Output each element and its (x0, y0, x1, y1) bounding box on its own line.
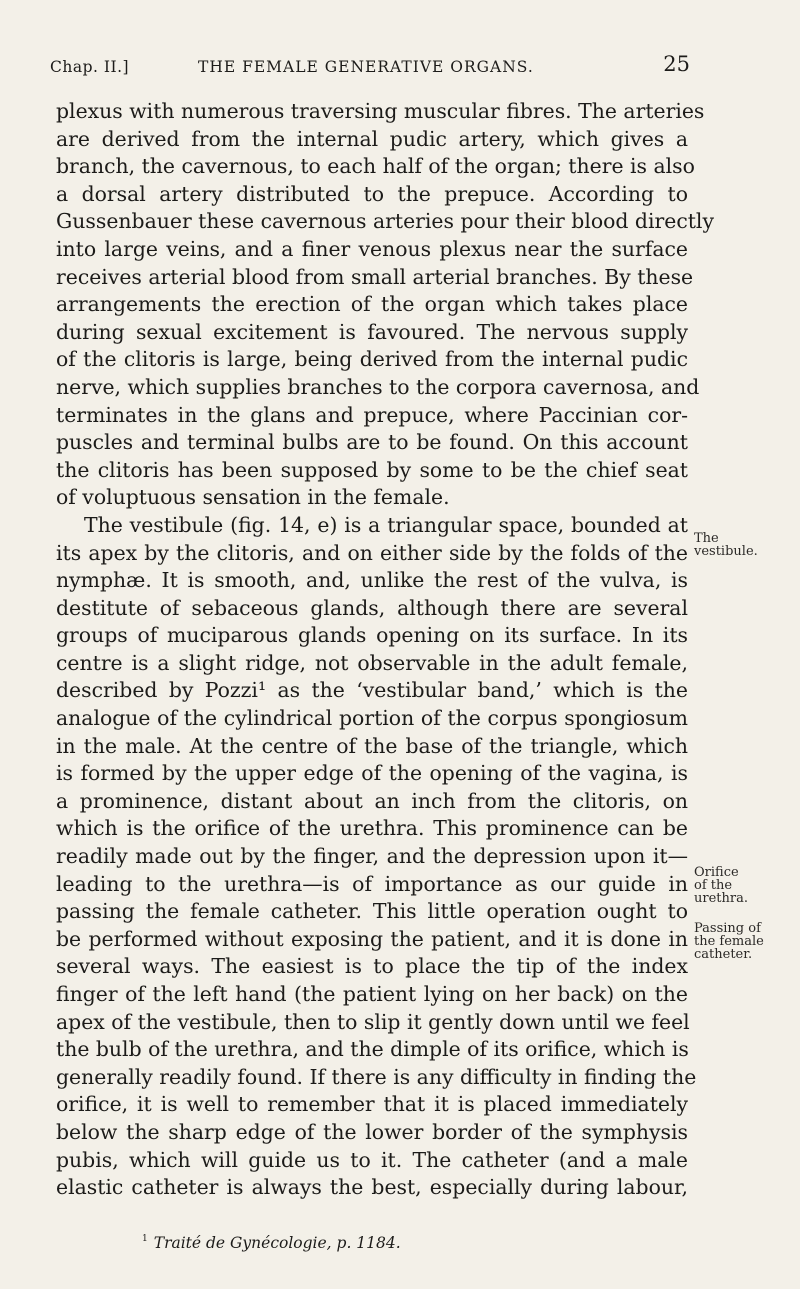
text-line: finger of the left hand (the patient lying on her back) on the (56, 982, 688, 1006)
text-line: several ways. The easiest is to place the tip of the index (56, 954, 688, 979)
running-header (50, 52, 690, 82)
text-line: in the male. At the centre of the base of the triangle, which (56, 733, 688, 758)
text-line: the clitoris has been supposed by some to be the chief seat (56, 457, 688, 482)
margin-note-line: the female (694, 934, 764, 949)
margin-note-line: Orifice (694, 865, 739, 880)
text-line: of voluptuous sensation in the female. (56, 485, 450, 510)
margin-note-line: Passing of (694, 921, 761, 936)
running-title: THE FEMALE GENERATIVE ORGANS. (198, 58, 534, 76)
text-line: described by Pozzi¹ as the ‘vestibular band,’ which is the (56, 678, 688, 703)
text-line: are derived from the internal pudic artery, which gives a (56, 126, 688, 151)
text-line: arrangements the erection of the organ which takes place (56, 292, 688, 317)
text-line: which is the orifice of the urethra. This prominence can be (56, 816, 688, 841)
text-line: pubis, which will guide us to it. The catheter (and a male (56, 1147, 688, 1172)
footnote-marker: 1 (142, 1234, 148, 1244)
footnote-text: Traité de Gynécologie, p. 1184. (153, 1234, 401, 1252)
footnote (142, 1234, 401, 1252)
chapter-label: Chap. II.] (50, 58, 130, 76)
margin-note-line: urethra. (694, 891, 748, 906)
text-line: The vestibule (fig. 14, e) is a triangular space, bounded at (84, 512, 688, 537)
text-line: readily made out by the finger, and the depression upon it— (56, 844, 688, 869)
margin-note-line: vestibule. (694, 544, 758, 559)
text-line: receives arterial blood from small arterial branches. By these (56, 264, 694, 289)
text-line: centre is a slight ridge, not observable in the adult female, (56, 650, 688, 675)
text-line: a dorsal artery distributed to the prepuce. According to (56, 181, 688, 206)
margin-note-urethra (694, 866, 748, 905)
text-line: the bulb of the urethra, and the dimple of its orifice, which is (56, 1037, 689, 1062)
text-line: leading to the urethra—is of importance as our guide in (56, 871, 688, 896)
margin-note-catheter (694, 922, 764, 961)
text-line: a prominence, distant about an inch from the clitoris, on (56, 788, 688, 813)
text-line: orifice, it is well to remember that it is placed immediately (56, 1092, 688, 1117)
text-line: groups of muciparous glands opening on its surface. In its (56, 623, 688, 648)
text-line: destitute of sebaceous glands, although there are several (56, 595, 688, 620)
text-line: be performed without exposing the patient, and it is done in (56, 926, 688, 951)
text-line: its apex by the clitoris, and on either side by the folds of the (56, 540, 688, 565)
text-line: Gussenbauer these cavernous arteries pour their blood directly (56, 209, 714, 234)
margin-note-vestibule (694, 532, 758, 558)
text-line: elastic catheter is always the best, especially during labour, (56, 1175, 688, 1200)
text-line: nymphæ. It is smooth, and, unlike the rest of the vulva, is (56, 568, 688, 593)
text-line: into large veins, and a finer venous plexus near the surface (56, 236, 688, 261)
text-line: analogue of the cylindrical portion of the corpus spongiosum (56, 706, 688, 731)
text-line: is formed by the upper edge of the opening of the vagina, is (56, 761, 688, 786)
text-line: below the sharp edge of the lower border of the symphysis (56, 1119, 688, 1144)
margin-note-line: catheter. (694, 947, 753, 962)
text-line: terminates in the glans and prepuce, where Paccinian cor- (56, 402, 688, 427)
text-line: apex of the vestibule, then to slip it gently down until we feel (56, 1009, 690, 1034)
margin-note-line: The (694, 531, 719, 546)
text-line: of the clitoris is large, being derived from the internal pudic (56, 347, 688, 372)
body-text (56, 98, 714, 1202)
margin-note-line: of the (694, 878, 733, 893)
text-line: nerve, which supplies branches to the corpora cavernosa, and (56, 374, 700, 399)
text-line: branch, the cavernous, to each half of the organ; there is also (56, 154, 695, 179)
text-line: during sexual excitement is favoured. The nervous supply (56, 319, 688, 344)
page-number: 25 (663, 52, 690, 76)
text-line: passing the female catheter. This little operation ought to (56, 899, 688, 924)
text-line: generally readily found. If there is any difficulty in finding the (56, 1064, 697, 1089)
text-line: plexus with numerous traversing muscular fibres. The arteries (56, 99, 705, 123)
text-line: puscles and terminal bulbs are to be found. On this account (56, 430, 688, 455)
